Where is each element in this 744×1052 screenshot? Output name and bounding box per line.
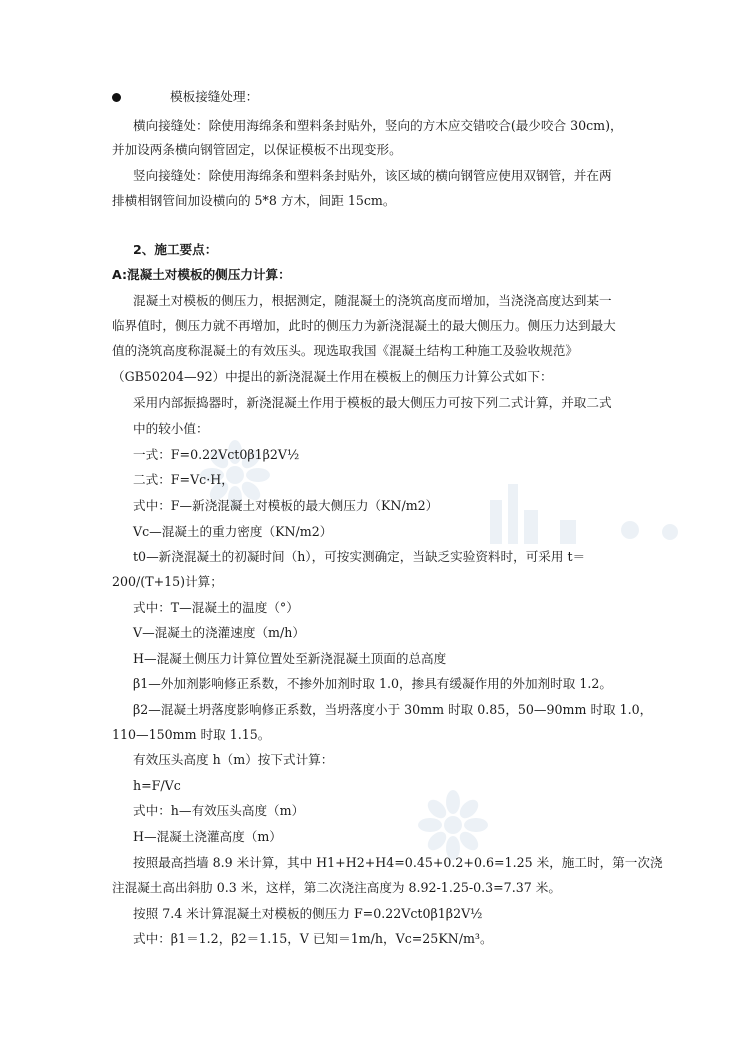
paragraph-line: （GB50204—92）中提出的新浇混凝土作用在模板上的侧压力计算公式如下： bbox=[112, 369, 553, 384]
paragraph-line: 临界值时，侧压力就不再增加，此时的侧压力为新浇混凝土的最大侧压力。侧压力达到最大 bbox=[112, 318, 616, 333]
definition-line: 式中：T—混凝土的温度（°） bbox=[133, 600, 299, 615]
paragraph-line: 按照最高挡墙 8.9 米计算，其中 H1+H2+H4=0.45+0.2+0.6=1.25 米，施工时，第一次浇 bbox=[133, 855, 663, 870]
definition-line: 式中：F—新浇混凝土对模板的最大侧压力（KN/m2） bbox=[133, 498, 439, 513]
definition-line: H—混凝土侧压力计算位置处至新浇混凝土顶面的总高度 bbox=[133, 651, 447, 666]
subsection-heading: A:混凝土对模板的侧压力计算： bbox=[112, 267, 291, 282]
paragraph-line: 中的较小值： bbox=[133, 421, 209, 436]
formula-line: 一式：F=0.22Vct0β1β2V½ bbox=[133, 447, 300, 462]
paragraph-line: 有效压头高度 h（m）按下式计算： bbox=[133, 752, 334, 767]
watermark-bars-icon bbox=[430, 480, 690, 550]
watermark-snowflake-icon bbox=[418, 790, 488, 860]
section-bullet-text: 模板接缝处理： bbox=[170, 89, 259, 104]
paragraph-line: 横向接缝处：除使用海绵条和塑料条封贴外，竖向的方木应交错咬合(最少咬合 30cm)， bbox=[133, 118, 623, 133]
paragraph-line: 混凝土对模板的侧压力，根据测定，随混凝土的浇筑高度而增加，当浇浇高度达到某一 bbox=[133, 293, 612, 308]
paragraph-line: 并加设两条横向钢管固定，以保证模板不出现变形。 bbox=[112, 142, 402, 157]
paragraph-line: 竖向接缝处：除使用海绵条和塑料条封贴外，该区域的横向钢管应使用双钢管，并在两 bbox=[133, 168, 612, 183]
section-heading: 2、施工要点： bbox=[133, 242, 218, 257]
formula-line: 二式：F=Vc·H， bbox=[133, 472, 234, 487]
bullet-dot-icon bbox=[112, 93, 121, 102]
definition-line: β1—外加剂影响修正系数，不掺外加剂时取 1.0，掺具有缓凝作用的外加剂时取 1.2。 bbox=[133, 676, 612, 691]
definition-line: V—混凝土的浇灌速度（m/h） bbox=[133, 625, 305, 640]
paragraph-line: 采用内部振捣器时，新浇混凝土作用于模板的最大侧压力可按下列二式计算，并取二式 bbox=[133, 395, 612, 410]
paragraph-line: 值的浇筑高度称混凝土的有效压头。现选取我国《混凝土结构工种施工及验收规范》 bbox=[112, 343, 578, 358]
definition-line: 200/(T+15)计算； bbox=[112, 574, 223, 589]
paragraph-line: 式中：β1＝1.2，β2＝1.15，V 已知＝1m/h，Vc=25KN/m³。 bbox=[133, 931, 493, 946]
definition-line: 式中：h—有效压头高度（m） bbox=[133, 803, 305, 818]
paragraph-line: 按照 7.4 米计算混凝土对模板的侧压力 F=0.22Vct0β1β2V½ bbox=[133, 906, 483, 921]
definition-line: β2—混凝土坍落度影响修正系数，当坍落度小于 30mm 时取 0.85，50—90mm 时取 1.0， bbox=[133, 702, 653, 717]
definition-line: 110—150mm 时取 1.15。 bbox=[112, 727, 271, 742]
definition-line: H—混凝土浇灌高度（m） bbox=[133, 829, 282, 844]
paragraph-line: 排横相钢管间加设横向的 5*8 方木，间距 15cm。 bbox=[112, 193, 396, 208]
definition-line: t0—新浇混凝土的初凝时间（h），可按实测确定，当缺乏实验资料时，可采用 t＝ bbox=[133, 549, 586, 564]
paragraph-line: 注混凝土高出斜肋 0.3 米，这样，第二次浇注高度为 8.92-1.25-0.3=7.37 米。 bbox=[112, 880, 561, 895]
definition-line: Vc—混凝土的重力密度（KN/m2） bbox=[133, 524, 333, 539]
formula-line: h=F/Vc bbox=[133, 778, 181, 793]
